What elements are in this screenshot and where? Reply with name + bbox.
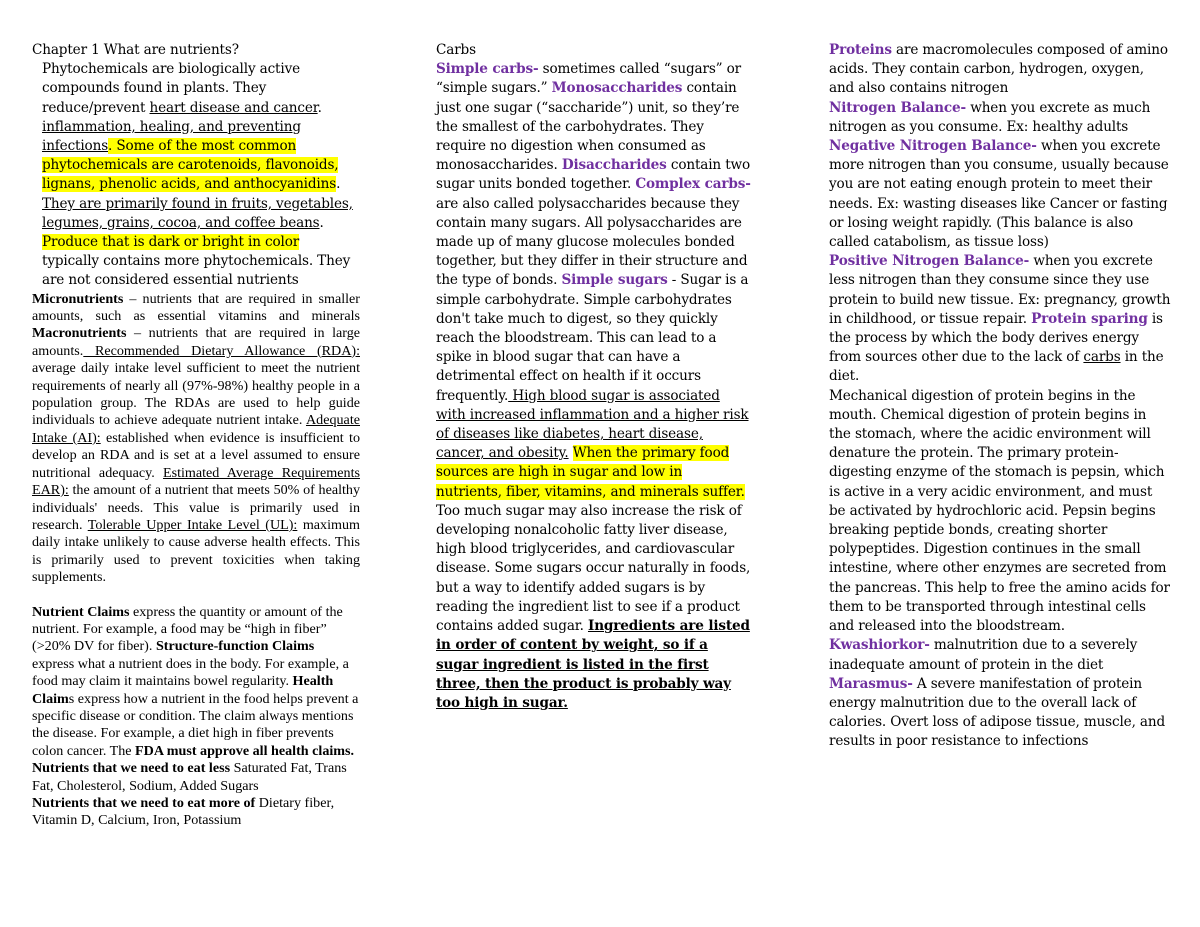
text-run: average daily intake level sufficient to meet the nutrient requirements of nearly all (97%-98%) healthy people in a population group. The RDAs are used to help guide individuals to achieve adequate nutrient intake.: [32, 360, 360, 429]
text-run: are also called polysaccharides because they contain many sugars. All polysaccharides are made up of many glucose molecules bonded together, but they differ in their structure and the type of bonds.: [436, 195, 748, 289]
underlined-text: inflammation, healing, and preventing infections: [42, 118, 301, 155]
text-run: in the diet.: [829, 349, 1164, 385]
text-run: - Sugar is a simple carbohydrate. Simple carbohydrates don't take much to digest, so they quickly reach the bloodstream. This can lead to a spike in blood sugar that can have a detrimental effect on health if it occurs frequently.: [436, 272, 749, 404]
text-run: Too much sugar may also increase the risk of developing nonalcoholic fatty liver disease, high blood triglycerides, and cardiovascular disease. Some sugars occur naturally in foods, but a way to identify added sugars is by reading the ingredient list to see if a product contains added sugar.: [436, 502, 751, 635]
eat-more-paragraph: [32, 795, 360, 830]
highlighted-text: When the primary food sources are high in sugar and low in nutrients, fiber, vitamins, and minerals suffer.: [436, 445, 745, 500]
term-simple-carbs: Simple carbs-: [436, 61, 539, 78]
column-proteins: [829, 41, 1171, 752]
marasmus-paragraph: [829, 675, 1171, 752]
text-run: when you excrete as much nitrogen as you consume. Ex: healthy adults: [829, 99, 1151, 135]
term-protein-sparing: Protein sparing: [1031, 310, 1148, 327]
text-run: s express how a nutrient in the food helps prevent a specific disease or condition. The claim always mentions the disease. For example, a diet high in fiber prevents colon cancer. The: [32, 690, 359, 759]
text-run: .: [108, 138, 117, 155]
text-run: typically contains more phytochemicals. They are not considered essential nutrients: [42, 253, 351, 289]
column-carbs: [436, 41, 752, 713]
fda-statement: FDA must approve all health claims.: [135, 742, 355, 759]
term-negative-nitrogen-balance: Negative Nitrogen Balance-: [829, 138, 1037, 155]
text-run: – nutrients that are required in smaller amounts, such as essential vitamins and minerals: [32, 290, 360, 325]
micronutrients-paragraph: [32, 291, 360, 587]
term-macronutrients: Macronutrients: [32, 325, 127, 342]
text-run: contain two sugar units bonded together.: [436, 157, 751, 193]
term-rda: Recommended Dietary Allowance (RDA):: [83, 342, 360, 359]
term-monosaccharides: Monosaccharides: [551, 80, 683, 97]
term-nitrogen-balance: Nitrogen Balance-: [829, 99, 967, 116]
eat-less-paragraph: [32, 760, 360, 795]
term-proteins: Proteins: [829, 42, 892, 58]
underlined-text: carbs: [1083, 349, 1121, 366]
text-run: Phytochemicals are biologically active compounds found in plants. They reduce/prevent: [42, 61, 300, 116]
text-run: is the process by which the body derives energy from sources other due to the lack of: [829, 310, 1163, 366]
term-marasmus: Marasmus-: [829, 675, 913, 692]
term-simple-sugars: Simple sugars: [561, 272, 668, 289]
text-run: .: [336, 176, 341, 193]
kwashiorkor-paragraph: [829, 636, 1171, 674]
term-structure-function-claims: Structure-function Claims: [155, 638, 315, 655]
claims-paragraph: [32, 604, 360, 761]
term-ai: Adequate Intake (AI):: [32, 412, 360, 446]
term-ul: Tolerable Upper Intake Level (UL):: [87, 516, 298, 533]
proteins-paragraph: [829, 41, 1171, 387]
term-kwashiorkor: Kwashiorkor-: [829, 637, 930, 654]
text-run: express the quantity or amount of the nutrient. For example, a food may be “high in fiber” (>20% DV for fiber).: [32, 603, 343, 655]
phytochemicals-paragraph: [32, 60, 360, 290]
highlighted-text: Produce that is dark or bright in color: [42, 234, 300, 251]
text-run: malnutrition due to a severely inadequate amount of protein in the diet: [829, 637, 1138, 673]
term-micronutrients: Micronutrients: [32, 290, 124, 307]
text-run: maximum daily intake unlikely to cause adverse health effects. This is primarily used to prevent toxicities when taking supplements.: [32, 516, 360, 586]
column-nutrients: [32, 41, 360, 830]
highlighted-text: Some of the most common phytochemicals are carotenoids, flavonoids, lignans, phenolic acids, and anthocyanidins: [42, 138, 339, 193]
text-run: .: [319, 214, 324, 231]
eat-less-label: Nutrients that we need to eat less: [32, 760, 231, 777]
text-run: contain just one sugar (“saccharide”) unit, so they’re the smallest of the carbohydrates. They require no digestion when consumed as monosaccharides.: [436, 80, 740, 174]
text-run: express what a nutrient does in the body. For example, a food may claim it maintains bowel regularity.: [32, 655, 349, 690]
chapter-title: Chapter 1 What are nutrients?: [32, 42, 239, 58]
text-run: sometimes called “sugars” or “simple sugars.”: [436, 61, 742, 97]
underlined-text: They are primarily found in fruits, vegetables, legumes, grains, cocoa, and coffee beans: [42, 195, 353, 231]
term-complex-carbs: Complex carbs-: [635, 176, 751, 193]
underlined-text: heart disease and cancer: [149, 99, 318, 116]
carbs-paragraph: [436, 60, 752, 713]
text-run: .: [317, 99, 322, 116]
digestion-paragraph: Mechanical digestion of protein begins in the mouth. Chemical digestion of protein begins in the stomach, where the acidic environment will denature the protein. The primary protein-digesting enzyme of the stomach is pepsin, which is active in a very acidic environment, and must be activated by hydrochloric acid. Pepsin begins breaking peptide bonds, creating shorter polypeptides. Digestion continues in the small intestine, where other enzymes are secreted from the pancreas. This help to free the amino acids for them to be transported through intestinal cells and released into the bloodstream.: [829, 387, 1170, 635]
text-run: are macromolecules composed of amino acids. They contain carbon, hydrogen, oxygen, and also contains nitrogen: [829, 42, 1168, 97]
ingredient-order-note: Ingredients are listed in order of content by weight, so if a sugar ingredient is listed in the first three, then the product is probably way too high in sugar.: [436, 618, 750, 711]
text-run: A severe manifestation of protein energy malnutrition due to the overall lack of calories. Overt loss of adipose tissue, muscle, and results in poor resistance to infections: [829, 675, 1166, 750]
carbs-heading: Carbs: [436, 42, 476, 58]
term-positive-nitrogen-balance: Positive Nitrogen Balance-: [829, 253, 1030, 270]
term-disaccharides: Disaccharides: [561, 157, 667, 174]
eat-less-text: Saturated Fat, Trans Fat, Cholesterol, Sodium, Added Sugars: [32, 760, 347, 794]
text-run: established when evidence is insufficient to develop an RDA and is set at a level assumed to ensure nutritional adequacy.: [32, 429, 360, 481]
term-nutrient-claims: Nutrient Claims: [32, 603, 130, 620]
paragraph-gap: [32, 587, 360, 604]
text-run: when you excrete less nitrogen than they consume since they use protein to build new tissue. Ex: pregnancy, growth in childhood, or tissue repair.: [829, 253, 1171, 327]
eat-more-label: Nutrients that we need to eat more of: [32, 795, 256, 812]
text-run: when you excrete more nitrogen than you consume, usually because you are not eating enough protein to meet their needs. Ex: wasting diseases like Cancer or fasting or losing weight rapidly. (This balance is also called catabolism, as tissue loss): [829, 138, 1169, 251]
term-ear: Estimated Average Requirements EAR):: [32, 464, 360, 499]
text-run: – nutrients that are required in large amounts.: [32, 325, 360, 359]
underlined-text: High blood sugar is associated with increased inflammation and a higher risk of diseases like diabetes, heart disease, cancer, and obesity.: [436, 387, 749, 462]
text-run: the amount of a nutrient that meets 50% of healthy individuals' needs. This value is primarily used in research.: [32, 482, 360, 533]
term-health-claim: Health Claim: [32, 673, 334, 707]
eat-more-text: Dietary fiber, Vitamin D, Calcium, Iron, Potassium: [32, 795, 335, 829]
